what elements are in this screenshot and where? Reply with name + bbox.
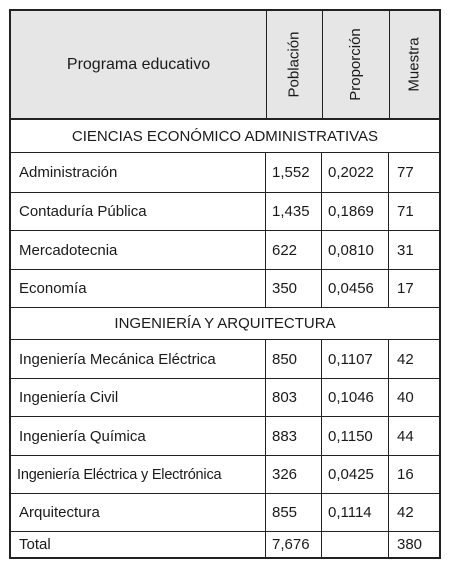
cell-programa: Administración (11, 153, 266, 192)
section-title: CIENCIAS ECONÓMICO ADMINISTRATIVAS (11, 120, 439, 153)
cell-proporcion: 0,2022 (322, 153, 389, 192)
total-proporcion (322, 532, 389, 557)
cell-poblacion: 1,552 (266, 153, 322, 192)
cell-poblacion: 855 (266, 494, 322, 531)
cell-programa: Arquitectura (11, 494, 266, 531)
header-proporcion (322, 11, 389, 118)
table-row (11, 456, 439, 494)
table-header (11, 11, 439, 120)
cell-proporcion: 0,1046 (322, 379, 389, 416)
sample-table (9, 9, 441, 559)
cell-programa: Ingeniería Eléctrica y Electrónica (11, 456, 266, 493)
cell-proporcion: 0,0425 (322, 456, 389, 493)
cell-proporcion: 0,1150 (322, 417, 389, 455)
cell-muestra: 17 (397, 280, 414, 297)
cell-muestra: 16 (397, 466, 414, 483)
total-label: Total (11, 532, 266, 557)
cell-muestra: 71 (397, 203, 414, 220)
cell-proporcion: 0,0456 (322, 270, 389, 307)
cell-poblacion: 622 (266, 231, 322, 269)
total-row (11, 532, 439, 557)
header-poblacion (266, 11, 322, 118)
cell-proporcion: 0,1114 (322, 494, 389, 531)
cell-muestra: 42 (397, 350, 414, 368)
cell-programa: Mercadotecnia (11, 231, 266, 269)
cell-programa: Contaduría Pública (11, 193, 266, 230)
table-row (11, 417, 439, 456)
cell-proporcion: 0,1107 (322, 340, 389, 378)
header-muestra (389, 11, 439, 118)
header-muestra-label: Muestra (405, 37, 423, 92)
total-poblacion: 7,676 (266, 532, 322, 557)
cell-poblacion: 850 (266, 340, 322, 378)
table-row (11, 340, 439, 379)
table-row (11, 231, 439, 270)
cell-poblacion: 1,435 (266, 193, 322, 230)
header-poblacion-label: Población (285, 31, 303, 98)
cell-programa: Ingeniería Civil (11, 379, 266, 416)
cell-proporcion: 0,1869 (322, 193, 389, 230)
table-row (11, 494, 439, 532)
cell-muestra: 40 (397, 389, 414, 406)
cell-muestra: 31 (397, 241, 414, 259)
cell-muestra: 42 (397, 504, 414, 521)
cell-programa: Economía (11, 270, 266, 307)
header-proporcion-label: Proporción (347, 28, 365, 101)
cell-poblacion: 803 (266, 379, 322, 416)
cell-muestra: 77 (397, 164, 414, 181)
table-row (11, 153, 439, 193)
cell-poblacion: 326 (266, 456, 322, 493)
header-programa: Programa educativo (66, 55, 211, 73)
cell-poblacion: 350 (266, 270, 322, 307)
cell-programa: Ingeniería Mecánica Eléctrica (11, 340, 266, 378)
cell-muestra: 44 (397, 427, 414, 445)
table-row (11, 379, 439, 417)
table-row (11, 193, 439, 231)
cell-poblacion: 883 (266, 417, 322, 455)
section-title: INGENIERÍA Y ARQUITECTURA (11, 308, 439, 340)
total-muestra: 380 (397, 536, 423, 553)
cell-proporcion: 0,0810 (322, 231, 389, 269)
cell-programa: Ingeniería Química (11, 417, 266, 455)
table-row (11, 270, 439, 308)
